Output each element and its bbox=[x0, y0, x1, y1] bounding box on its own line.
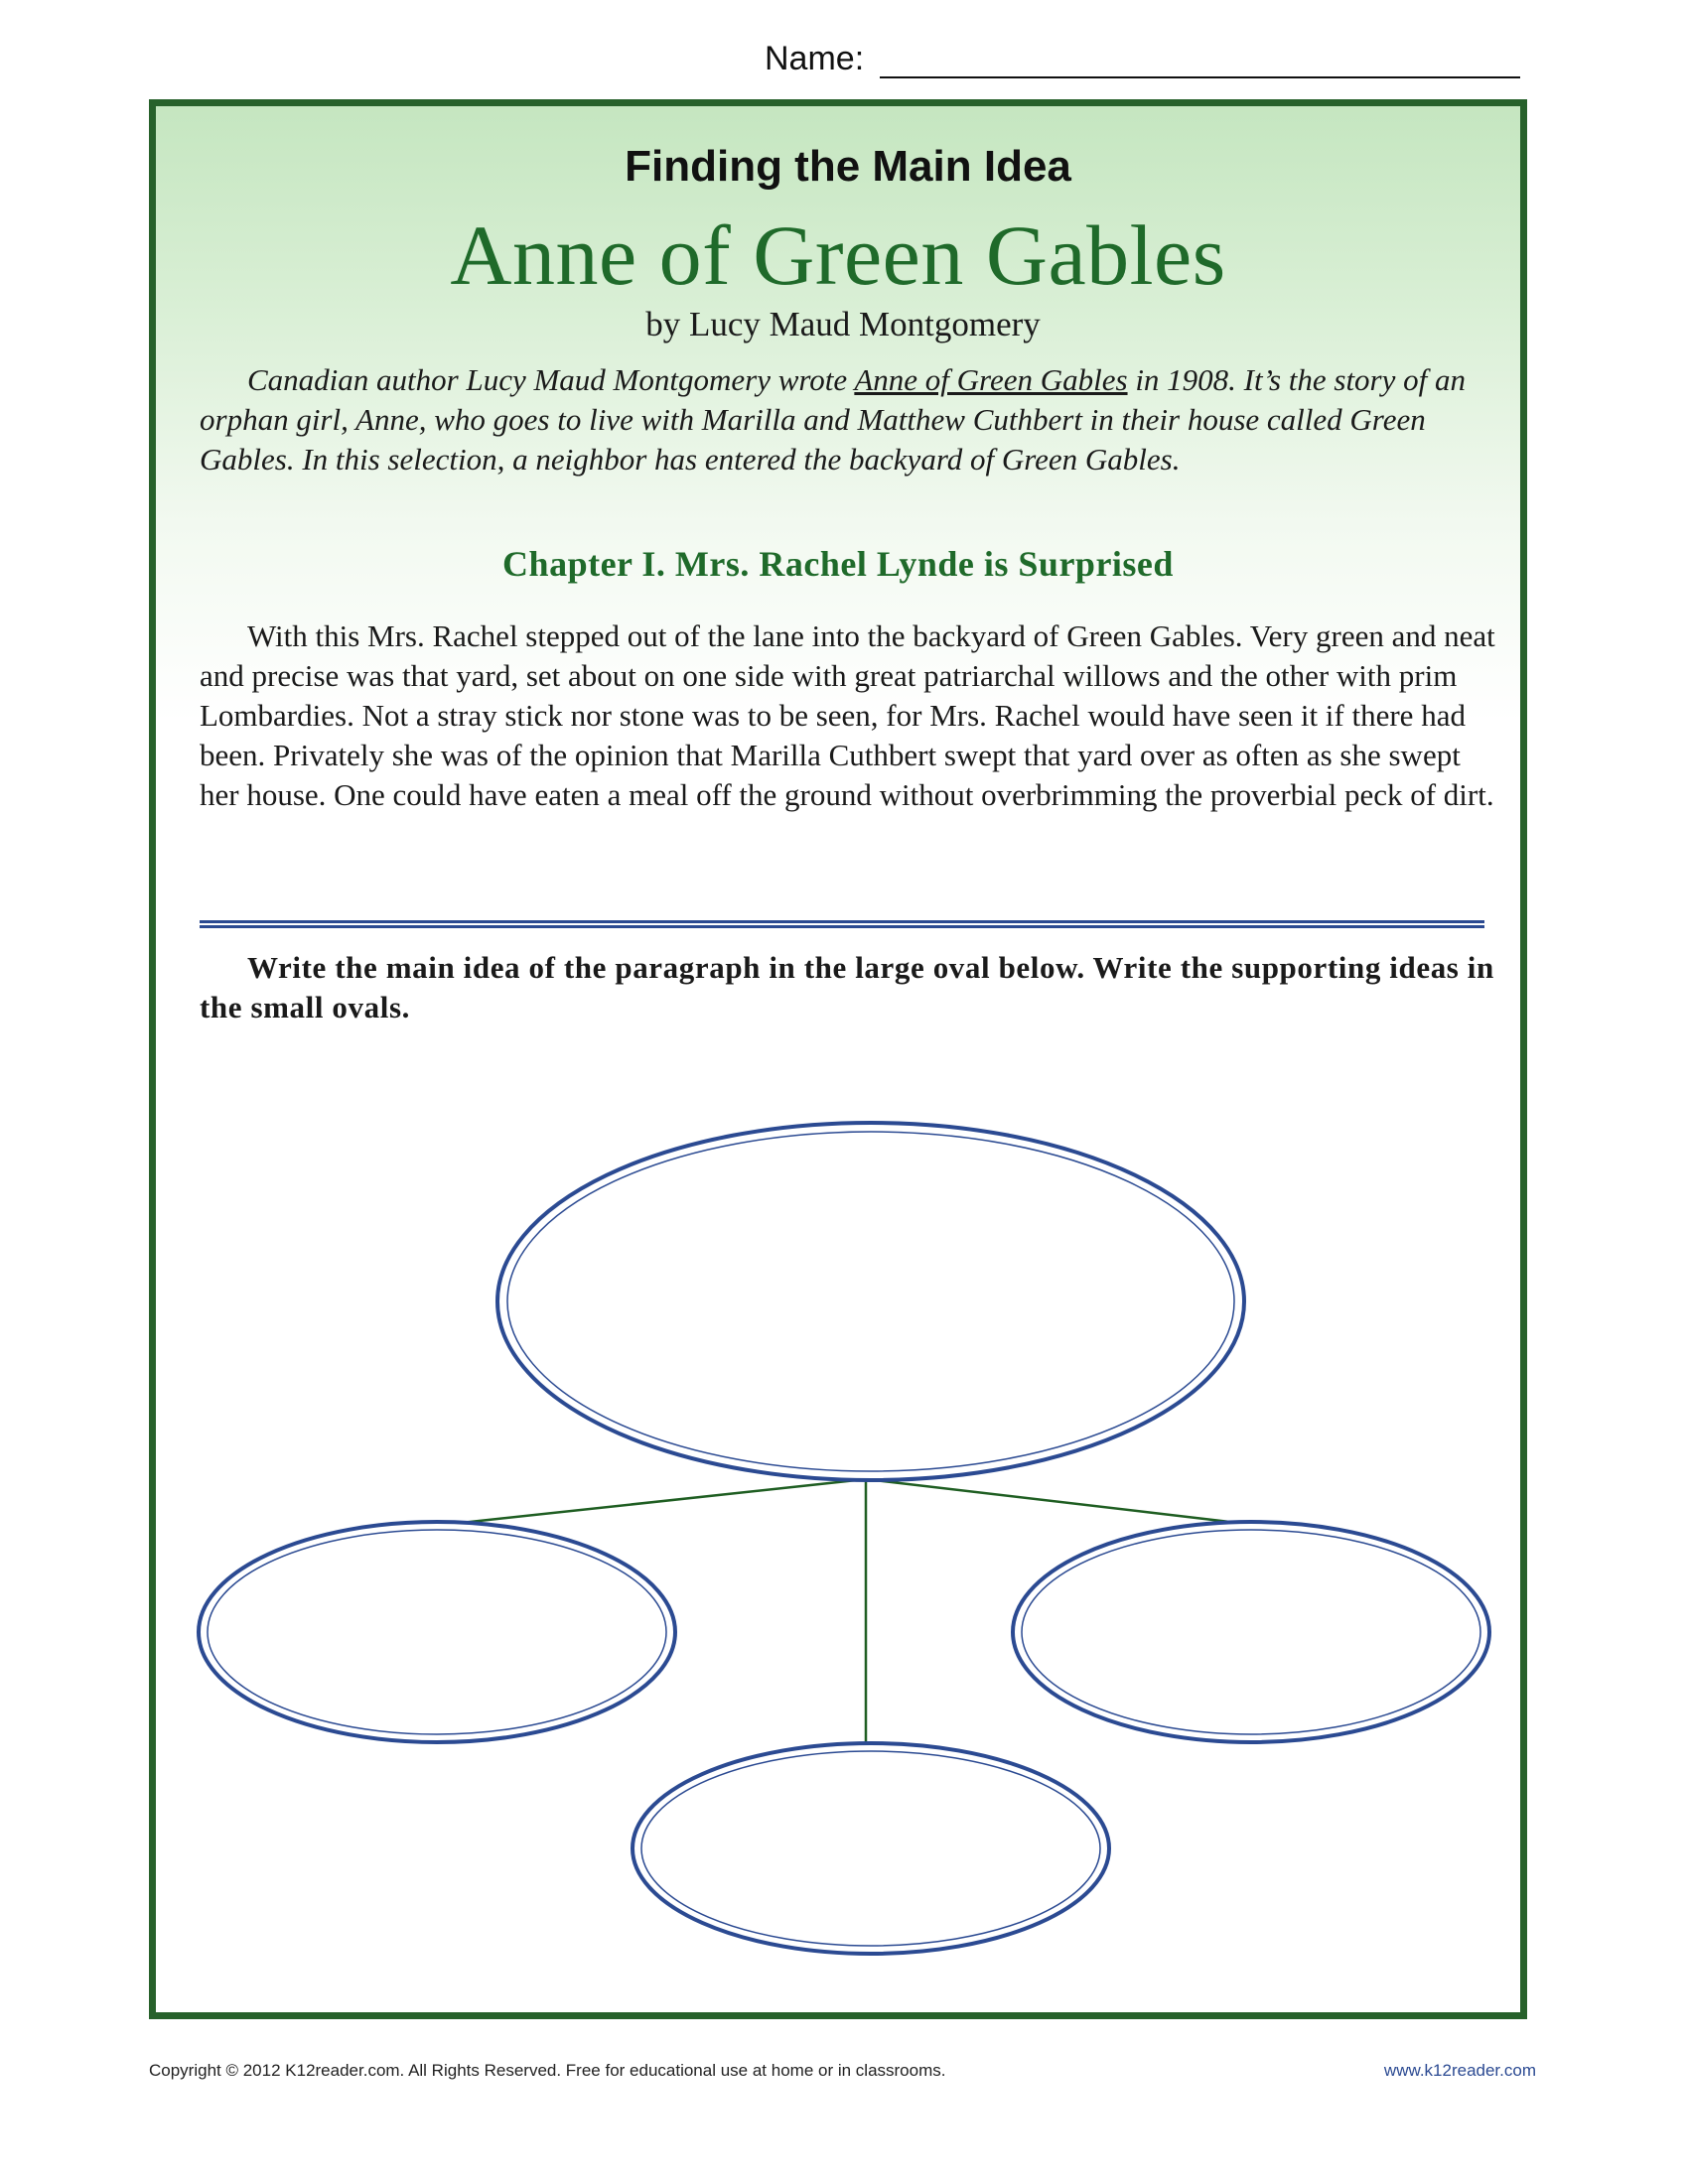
connector-left bbox=[461, 1479, 866, 1523]
worksheet-frame bbox=[149, 99, 1527, 2019]
name-label: Name: bbox=[765, 40, 865, 77]
connector-right bbox=[866, 1479, 1238, 1523]
name-input-line[interactable] bbox=[880, 43, 1520, 78]
worksheet-content bbox=[156, 106, 1520, 2012]
supporting-idea-oval-bottom[interactable] bbox=[633, 1743, 1109, 1954]
supporting-idea-oval-right[interactable] bbox=[1013, 1522, 1489, 1742]
chapter-title: Chapter I. Mrs. Rachel Lynde is Surprised bbox=[502, 544, 1174, 584]
intro-book-title: Anne of Green Gables bbox=[854, 362, 1128, 397]
name-line bbox=[765, 40, 1520, 78]
supporting-idea-oval-left[interactable] bbox=[199, 1522, 675, 1742]
footer-website-link[interactable]: www.k12reader.com bbox=[1383, 2061, 1536, 2080]
reading-passage: With this Mrs. Rachel stepped out of the lane into the backyard of Green Gables. Very green and neat and precise was that yard, set about on one side with great patriarchal willows and the other with prim Lombardies. Not a stray stick nor stone was to be seen, for Mrs. Rachel would have seen it if there had been. Privately she was of the opinion that Marilla Cuthbert swept that yard over as often as she swept her house. One could have eaten a meal off the ground without overbrimming the proverbial peck of dirt. bbox=[200, 618, 1495, 812]
main-idea-oval[interactable] bbox=[497, 1123, 1244, 1480]
intro-text-before: Canadian author Lucy Maud Montgomery wrote bbox=[247, 362, 855, 397]
story-author: by Lucy Maud Montgomery bbox=[645, 305, 1041, 343]
story-title: Anne of Green Gables bbox=[450, 207, 1226, 303]
worksheet-header-label: Finding the Main Idea bbox=[625, 142, 1071, 191]
graphic-organizer bbox=[156, 106, 1520, 2012]
footer-copyright: Copyright © 2012 K12reader.com. All Rights Reserved. Free for educational use at home or in classrooms. bbox=[149, 2061, 946, 2080]
intro-text-after: in 1908. It’s the story of an orphan girl, Anne, who goes to live with Marilla and Matthew Cuthbert in their house called Green Gables. In this selection, a neighbor has entered the backyard of Green Gables. bbox=[200, 362, 1466, 477]
instructions: Write the main idea of the paragraph in the large oval below. Write the supporting ideas in the small ovals. bbox=[200, 950, 1494, 1024]
